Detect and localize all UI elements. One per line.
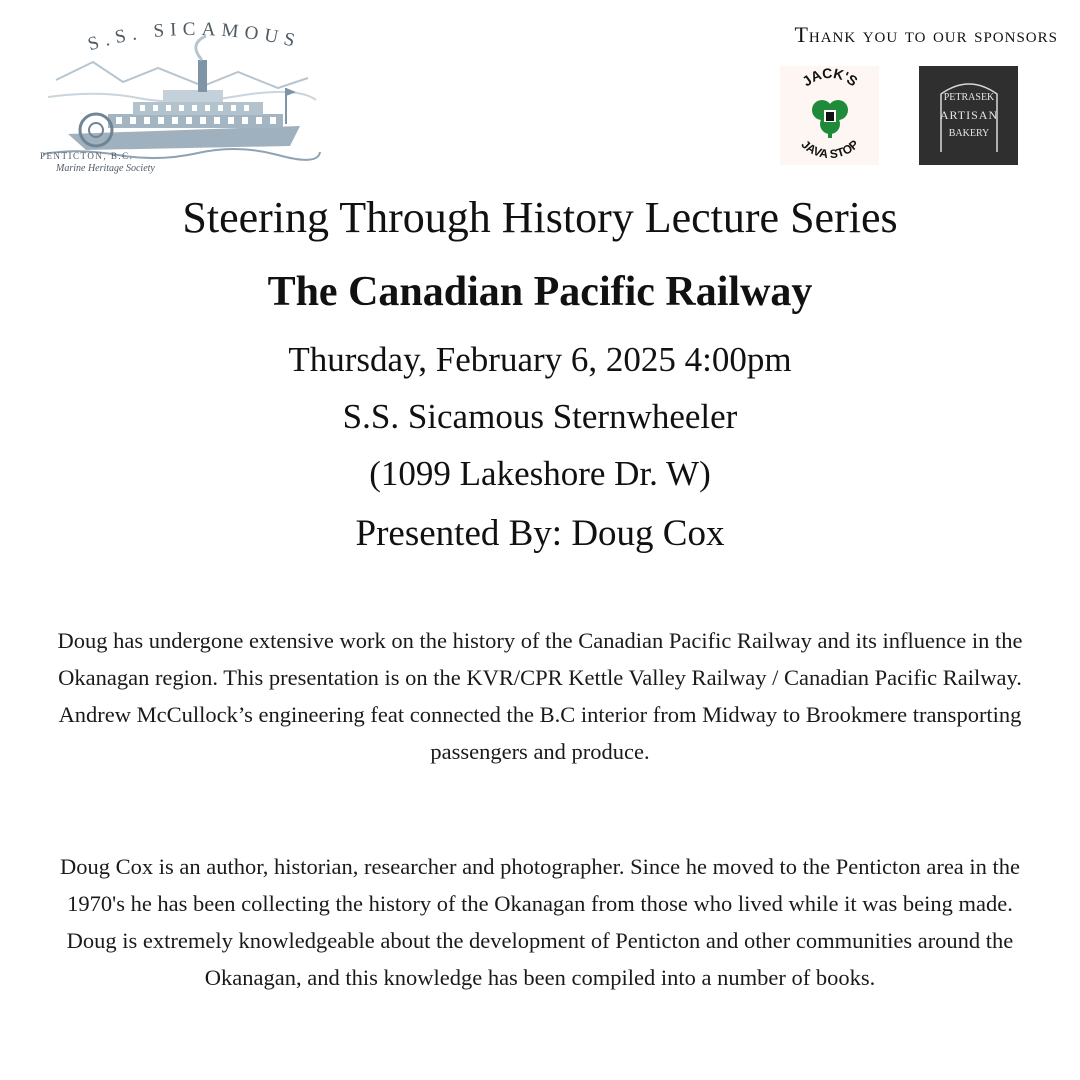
event-address: (1099 Lakeshore Dr. W) <box>369 454 711 493</box>
jacks-java-stop-logo <box>780 66 879 165</box>
petrasek-line2: ARTISAN <box>939 108 999 122</box>
petrasek-line3: BAKERY <box>948 128 990 139</box>
event-venue: S.S. Sicamous Sternwheeler <box>342 397 738 436</box>
sponsors-title: Thank you to our sponsors <box>794 22 1058 47</box>
event-datetime: Thursday, February 6, 2025 4:00pm <box>288 340 792 379</box>
description-paragraph-2: Doug Cox is an author, historian, researcher and photographer. Since he moved to the Penticton area in the 1970's he has been collecting the history of the Okanagan from those who lived while it was being made. Doug is extremely knowledgeable about the development of Penticton and other communities around the Okanagan, and this knowledge has been compiled into a number of books. <box>59 854 1021 990</box>
svg-text:S.S. SICAMOUS <box>86 22 303 55</box>
logo-location-text: PENTICTON, B.C. <box>40 151 134 161</box>
event-presenter: Presented By: Doug Cox <box>355 513 725 554</box>
ss-sicamous-logo <box>38 22 323 177</box>
svg-text:JAVA STOP <box>799 137 862 161</box>
petrasek-artisan-bakery-logo <box>919 66 1018 165</box>
petrasek-line1: PETRASEK <box>943 92 995 103</box>
series-title: Steering Through History Lecture Series <box>182 193 898 242</box>
description-paragraph-1: Doug has undergone extensive work on the history of the Canadian Pacific Railway and its influence in the Okanagan region. This presentation is on the KVR/CPR Kettle Valley Railway / Canadian Pacific Railway. Andrew McCullock’s engineering feat connected the B.C interior from Midway to Brookmere transporting passengers and produce. <box>57 628 1023 764</box>
logo-society-text: Marine Heritage Society <box>56 163 155 174</box>
jacks-line2: JAVA STOP <box>798 137 862 162</box>
jacks-line1: JACK'S <box>799 66 861 90</box>
sternwheeler-illustration <box>38 22 323 177</box>
svg-text:JACK'S <box>799 66 861 89</box>
lecture-title: The Canadian Pacific Railway <box>267 269 813 315</box>
logo-name-text: S.S. SICAMOUS <box>85 22 303 56</box>
sponsors-section <box>718 22 1058 172</box>
